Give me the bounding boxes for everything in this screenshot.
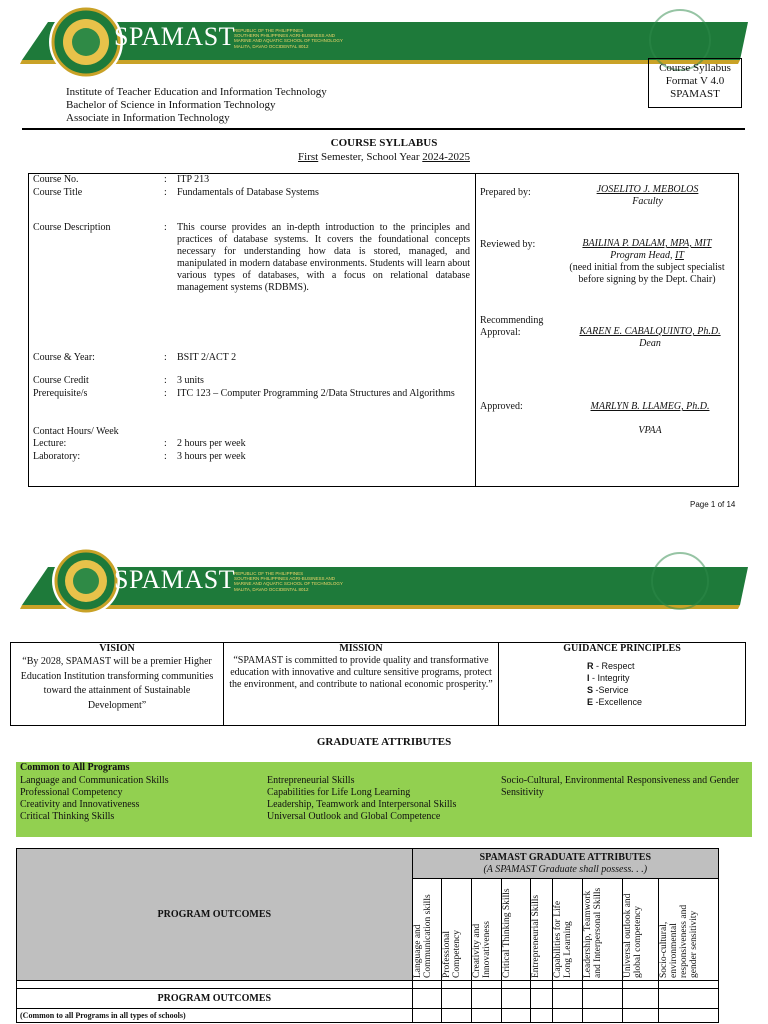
laboratory-label: Laboratory: <box>33 451 81 462</box>
page-number: Page 1 of 14 <box>690 500 736 509</box>
colon: : <box>164 174 167 185</box>
course-desc-value: This course provides an in-depth introduction to the principles and practices of database systems. It covers the foundational concepts necessary for understanding how data is stored, managed, and manipulated in modern database environments. Students will learn about various types of databases, with a focus on relational database management systems (RDBMS). <box>177 222 470 293</box>
colon: : <box>164 187 167 198</box>
semester-line: First Semester, School Year 2024-2025 <box>298 151 470 163</box>
colon: : <box>164 375 167 386</box>
brand-name: SPAMAST <box>114 22 236 51</box>
principle-item: E -Excellence <box>587 697 643 707</box>
attr-col-creativity: Creativity and Innovativeness <box>472 879 502 981</box>
colon: : <box>164 388 167 399</box>
vmg-divider-2 <box>498 642 499 726</box>
colon: : <box>164 352 167 363</box>
principle-item: S -Service <box>587 685 629 695</box>
principle-item: I - Integrity <box>587 673 630 683</box>
attr-col-professional: Professional Competency <box>442 879 472 981</box>
colon: : <box>164 451 167 462</box>
prepared-by-label: Prepared by: <box>480 187 531 198</box>
contact-hours-label: Contact Hours/ Week <box>33 426 119 437</box>
attr-col-entrepreneurial: Entrepreneurial Skills <box>531 879 553 981</box>
reviewed-by-label: Reviewed by: <box>480 239 536 250</box>
attr-col-language: Language and Communication skills <box>412 879 442 981</box>
attr-col-leadership: Leadership, Teamwork and Interpersonal Skills <box>582 879 622 981</box>
course-info-divider <box>475 173 476 487</box>
institute-info: Institute of Teacher Education and Information Technology Bachelor of Science in Information Technology Associate in Information Technology <box>66 86 327 124</box>
recommending-block: KAREN E. CABALQUINTO, Ph.D. Dean <box>579 326 721 349</box>
banner-graphic <box>0 545 768 645</box>
syllabus-title: COURSE SYLLABUS <box>330 137 438 149</box>
program-outcomes-table <box>16 848 719 1023</box>
prereq-label: Prerequisite/s <box>33 388 88 399</box>
course-credit-value: 3 units <box>177 375 204 386</box>
reviewed-by-block: BAILINA P. DALAM, MPA, MIT Program Head, IT (need initial from the subject specialist before signing by the Dept. Chair) <box>569 238 725 285</box>
course-no-value: ITP 213 <box>177 174 210 185</box>
guidance-principles-list <box>587 660 642 708</box>
colon: : <box>164 222 167 233</box>
common-programs-title: Common to All Programs <box>20 762 130 773</box>
course-year-label: Course & Year: <box>33 352 95 363</box>
guidance-block: GUIDANCE PRINCIPLES <box>563 643 681 654</box>
po-row-title: PROGRAM OUTCOMES <box>17 989 413 1009</box>
course-year-value: BSIT 2/ACT 2 <box>177 352 237 363</box>
attr-col-socio-cultural: Socio-cultural, environmental responsiveness and gender sensitivity <box>658 879 719 981</box>
course-credit-label: Course Credit <box>33 375 89 386</box>
po-row-common: (Common to all Programs in all types of schools) <box>17 1009 413 1023</box>
school-subtitle: REPUBLIC OF THE PHILIPPINES SOUTHERN PHILIPPINES AGRI-BUSINESS AND MARINE AND AQUATIC SCHOOL OF TECHNOLOGY MALITA, DAVAO OCCIDENTAL 8012 <box>234 571 343 592</box>
graduate-attributes-title: GRADUATE ATTRIBUTES <box>316 736 452 748</box>
mission-block: MISSION “SPAMAST is committed to provide quality and transformative education with innovative and culture sensitive programs, protect the environment, and contribute to national economic prosperity.” <box>229 643 493 690</box>
ga-column-2: Entrepreneurial Skills Capabilities for Life Long Learning Leadership, Teamwork and Interpersonal Skills Universal Outlook and Global Competence <box>267 775 457 822</box>
attr-col-critical-thinking: Critical Thinking Skills <box>501 879 531 981</box>
colon: : <box>164 438 167 449</box>
approved-label: Approved: <box>480 401 523 412</box>
format-box: Course Syllabus Format V 4.0 SPAMAST <box>648 58 742 108</box>
principle-item: R - Respect <box>587 661 635 671</box>
school-subtitle: REPUBLIC OF THE PHILIPPINES SOUTHERN PHILIPPINES AGRI-BUSINESS AND MARINE AND AQUATIC SCHOOL OF TECHNOLOGY MALITA, DAVAO OCCIDENTAL 8012 <box>234 28 343 49</box>
laboratory-value: 3 hours per week <box>177 451 246 462</box>
attr-col-lifelong: Capabilities for Life Long Learning <box>552 879 582 981</box>
attr-col-global: Universal outlook and global competency <box>622 879 658 981</box>
po-header: PROGRAM OUTCOMES <box>17 849 413 981</box>
course-title-label: Course Title <box>33 187 83 198</box>
ga-column-1: Language and Communication Skills Professional Competency Creativity and Innovativeness Critical Thinking Skills <box>20 775 169 822</box>
approved-block: MARLYN B. LLAMEG, Ph.D. VPAA <box>590 401 710 436</box>
recommending-label: Recommending Approval: <box>480 315 544 338</box>
lecture-value: 2 hours per week <box>177 438 246 449</box>
prereq-value: ITC 123 – Computer Programming 2/Data Structures and Algorithms <box>177 388 455 399</box>
lecture-label: Lecture: <box>33 438 67 449</box>
brand-name: SPAMAST <box>114 565 236 594</box>
vision-block: VISION “By 2028, SPAMAST will be a premier Higher Education Institution transforming communities toward the attainment of Sustainable Development” <box>20 643 214 711</box>
vmg-divider-1 <box>223 642 224 726</box>
course-title-value: Fundamentals of Database Systems <box>177 187 319 198</box>
header-rule <box>22 128 745 130</box>
ga-header: SPAMAST GRADUATE ATTRIBUTES (A SPAMAST Graduate shall possess. . .) <box>412 849 718 879</box>
ga-column-3: Socio-Cultural, Environmental Responsiveness and Gender Sensitivity <box>501 775 740 798</box>
course-no-label: Course No. <box>33 174 79 185</box>
course-desc-label: Course Description <box>33 222 111 233</box>
header-banner-page2 <box>0 545 768 645</box>
prepared-by-block: JOSELITO J. MEBOLOS Faculty <box>596 184 699 207</box>
